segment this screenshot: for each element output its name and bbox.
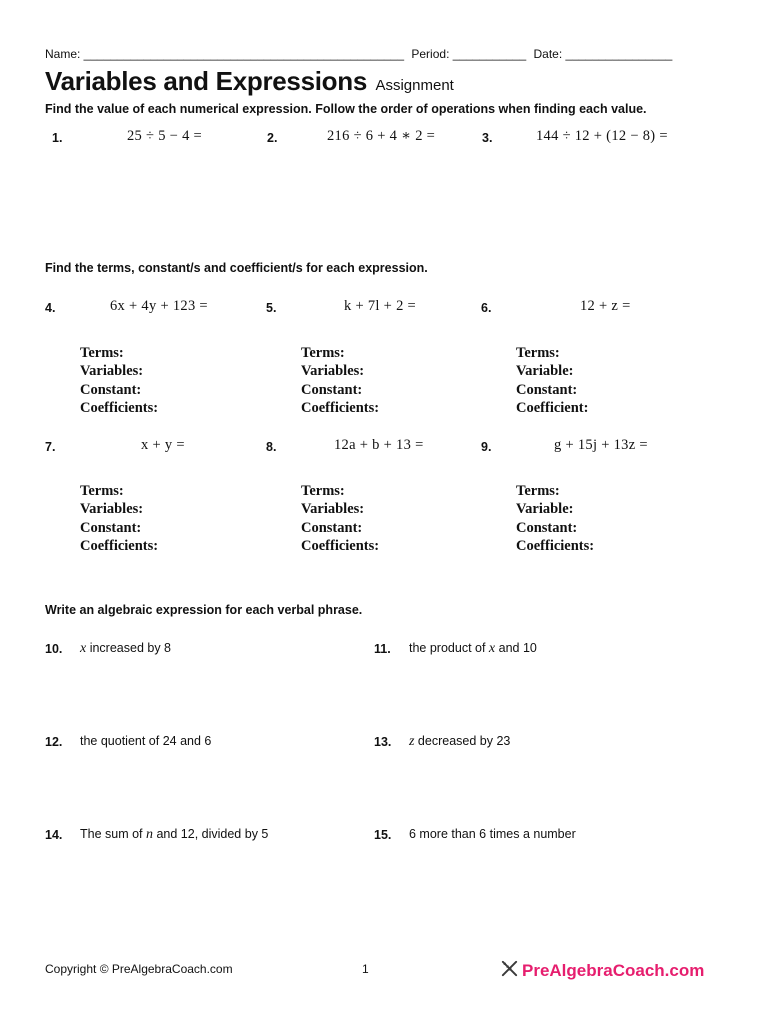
problem-number: 10. (45, 642, 63, 656)
terms-label: Terms: (80, 345, 124, 361)
problem-number: 7. (45, 440, 56, 454)
problem-expression: x + y = (141, 437, 185, 453)
verbal-phrase: the quotient of 24 and 6 (80, 734, 212, 748)
problem-number: 5. (266, 301, 277, 315)
problem-expression: 144 ÷ 12 + (12 − 8) = (536, 128, 668, 144)
variables-label: Variables: (80, 363, 144, 380)
problem-number: 6. (481, 301, 492, 315)
coefficients-label: Coefficients: (80, 400, 159, 417)
variables-label: Variable: (516, 363, 574, 380)
ruler-pencil-cross-icon (500, 959, 522, 983)
problem-number: 1. (52, 131, 63, 145)
answer-fields (301, 482, 379, 556)
coefficients-label: Coefficients: (301, 400, 380, 417)
constant-label: Constant: (301, 519, 363, 536)
logo-text: PreAlgebraCoach.com (522, 961, 705, 980)
title-main: Variables and Expressions (45, 66, 367, 96)
constant-label: Constant: (80, 381, 142, 398)
problem-number: 9. (481, 440, 492, 454)
terms-label: Terms: (516, 483, 560, 499)
answer-fields (80, 344, 158, 418)
answer-fields (301, 344, 379, 418)
constant-label: Constant: (516, 381, 578, 398)
problem-number: 2. (267, 131, 278, 145)
section3-instruction: Write an algebraic expression for each verbal phrase. (45, 603, 363, 617)
variable-symbol: z (409, 734, 415, 749)
variable-symbol: n (146, 827, 153, 842)
variables-label: Variable: (516, 501, 574, 518)
section2-instruction: Find the terms, constant/s and coefficient/s for each expression. (45, 261, 428, 275)
terms-label: Terms: (301, 483, 345, 499)
verbal-phrase: The sum of n and 12, divided by 5 (80, 827, 269, 842)
problem-number: 15. (374, 828, 392, 842)
problem-expression: 25 ÷ 5 − 4 = (127, 128, 203, 144)
problem-expression: k + 7l + 2 = (344, 298, 417, 314)
date-field-label: Date: ________________ (533, 47, 673, 61)
constant-label: Constant: (301, 381, 363, 398)
verbal-phrase: z decreased by 23 (409, 734, 511, 749)
problem-number: 13. (374, 735, 392, 749)
coefficients-label: Coefficients: (301, 538, 380, 555)
verbal-phrase: the product of x and 10 (409, 641, 537, 656)
problem-number: 11. (374, 642, 391, 656)
answer-fields (80, 482, 158, 556)
title-subtitle: Assignment (375, 77, 454, 94)
variables-label: Variables: (301, 501, 365, 518)
header-fields (45, 47, 672, 61)
page-title (45, 66, 454, 97)
verbal-phrase: 6 more than 6 times a number (409, 827, 576, 841)
constant-label: Constant: (516, 519, 578, 536)
section1-instruction: Find the value of each numerical expression. Follow the order of operations when finding each value. (45, 102, 647, 116)
page-number: 1 (362, 962, 369, 976)
problem-number: 4. (45, 301, 56, 315)
coefficients-label: Coefficient: (516, 400, 589, 417)
problem-expression: 6x + 4y + 123 = (110, 298, 208, 314)
problem-expression: 12 + z = (580, 298, 631, 314)
problem-number: 12. (45, 735, 63, 749)
problem-expression: 216 ÷ 6 + 4 ∗ 2 = (327, 128, 436, 144)
brand-logo (500, 959, 704, 983)
verbal-phrase: x increased by 8 (80, 641, 171, 656)
problem-number: 14. (45, 828, 63, 842)
problem-expression: 12a + b + 13 = (334, 437, 424, 453)
coefficients-label: Coefficients: (80, 538, 159, 555)
constant-label: Constant: (80, 519, 142, 536)
problem-number: 8. (266, 440, 277, 454)
answer-fields (516, 344, 588, 418)
period-field-label: Period: ___________ (411, 47, 527, 61)
problem-number: 3. (482, 131, 493, 145)
terms-label: Terms: (516, 345, 560, 361)
variables-label: Variables: (80, 501, 144, 518)
name-field-label: Name: ________________________________________________ (45, 47, 405, 61)
variables-label: Variables: (301, 363, 365, 380)
terms-label: Terms: (301, 345, 345, 361)
coefficients-label: Coefficients: (516, 538, 595, 555)
copyright-text: Copyright © PreAlgebraCoach.com (45, 962, 233, 976)
variable-symbol: x (488, 641, 496, 656)
problem-expression: g + 15j + 13z = (554, 437, 648, 453)
variable-symbol: x (80, 641, 87, 656)
terms-label: Terms: (80, 483, 124, 499)
answer-fields (516, 482, 594, 556)
